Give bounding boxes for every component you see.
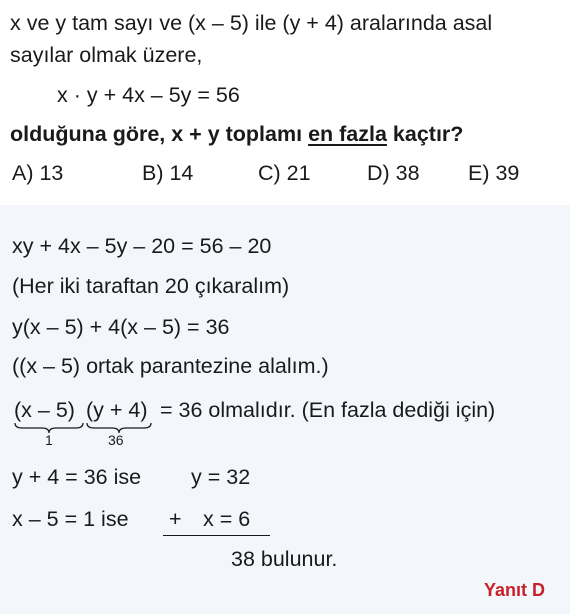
option-c: C) 21 xyxy=(258,161,311,185)
result-text: 38 bulunur. xyxy=(231,547,338,571)
brace-2-value: 36 xyxy=(108,432,124,448)
solution-step-2: y(x – 5) + 4(x – 5) = 36 xyxy=(12,315,230,339)
factor-result-text: = 36 olmalıdır. (En fazla dediği için) xyxy=(160,398,496,422)
question-line-2: sayılar olmak üzere, xyxy=(10,43,203,67)
x-line-right: x = 6 xyxy=(203,507,251,531)
x-line-plus: + xyxy=(169,507,182,531)
factor-x-minus-5: (x – 5) xyxy=(14,398,75,422)
answer-label: Yanıt D xyxy=(484,580,546,600)
option-b: B) 14 xyxy=(142,161,194,185)
option-a: A) 13 xyxy=(12,161,64,185)
y-line-left: y + 4 = 36 ise xyxy=(12,465,142,489)
question-ask-prefix: olduğuna göre, x + y toplamı xyxy=(10,122,309,146)
solution-note-2: ((x – 5) ortak parantezine alalım.) xyxy=(12,354,329,378)
question-ask-emphasis: en fazla xyxy=(308,122,387,146)
question-equation: x · y + 4x – 5y = 56 xyxy=(57,83,240,107)
factor-y-plus-4: (y + 4) xyxy=(86,398,148,422)
question-ask-suffix: kaçtır? xyxy=(386,122,464,146)
question-ask xyxy=(10,121,463,147)
option-d: D) 38 xyxy=(367,161,420,185)
question-line-1: x ve y tam sayı ve (x – 5) ile (y + 4) aralarında asal xyxy=(10,11,493,35)
brace-1-value: 1 xyxy=(45,432,53,448)
sum-rule xyxy=(163,535,270,536)
solution-step-1: xy + 4x – 5y – 20 = 56 – 20 xyxy=(12,234,272,258)
option-e: E) 39 xyxy=(468,161,520,185)
question-panel xyxy=(0,0,570,205)
solution-panel xyxy=(0,205,570,614)
x-line-left: x – 5 = 1 ise xyxy=(12,507,129,531)
solution-note-1: (Her iki taraftan 20 çıkaralım) xyxy=(12,274,290,298)
y-line-right: y = 32 xyxy=(191,465,251,489)
